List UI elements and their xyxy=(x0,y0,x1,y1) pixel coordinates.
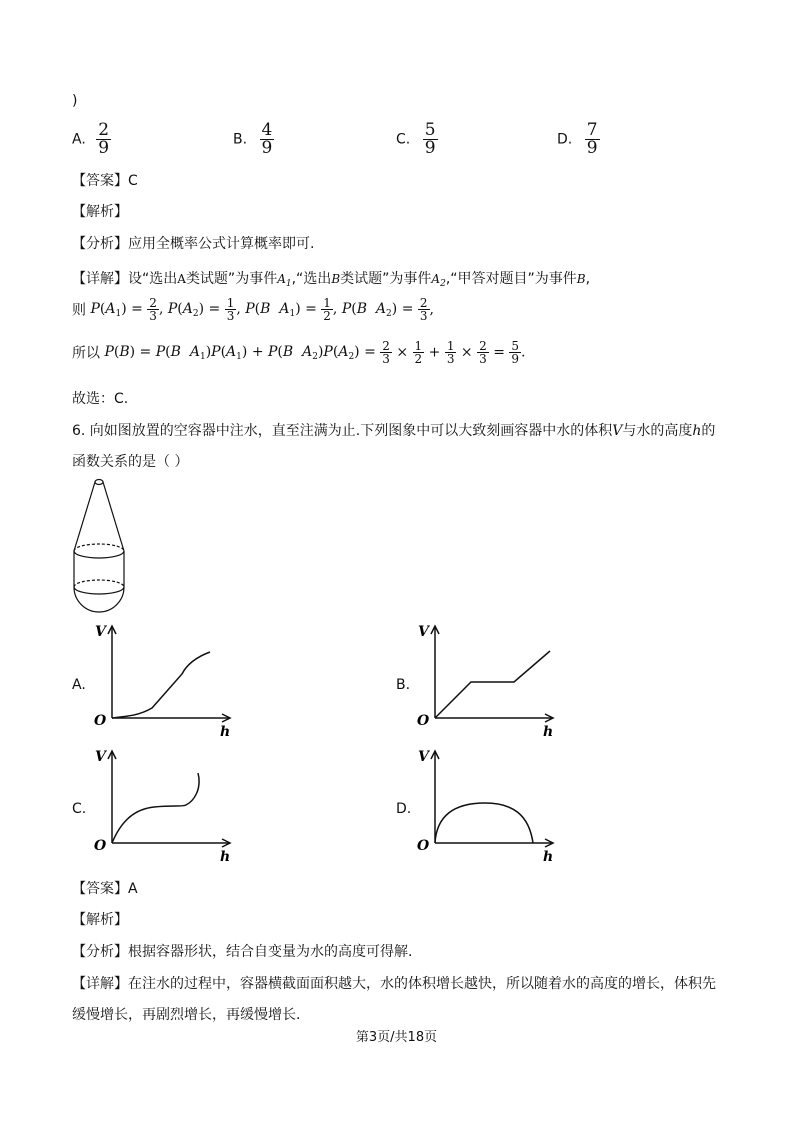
answer-value: C xyxy=(128,173,138,189)
answer-line xyxy=(72,170,138,190)
graph-d-letter: D. xyxy=(396,801,412,817)
graph-c[interactable] xyxy=(90,745,245,865)
answer-label: 【答案】 xyxy=(72,881,128,897)
h-axis-label: h xyxy=(543,724,554,740)
fenxi-line xyxy=(72,233,314,253)
fenxi-text: 根据容器形状，结合自变量为水的高度可得解. xyxy=(128,944,413,960)
h-axis-label: h xyxy=(543,849,554,865)
page-footer: 第3页/共18页 xyxy=(355,1030,438,1045)
option-a[interactable] xyxy=(72,122,111,157)
analysis-label: 【解析】 xyxy=(72,204,128,220)
origin-label: O xyxy=(417,838,430,854)
option-d[interactable] xyxy=(557,122,600,157)
fenxi-text: 应用全概率公式计算概率即可. xyxy=(128,236,315,252)
origin-label: O xyxy=(94,713,107,729)
probability-given-line: 则 $P(A_1)$ = $\frac{2}{3}$ , $P(A_2)$ = $\frac{1}{3}$ , P(B $A_1$) = $\frac{1}{2}$ , P(B $A_2$) = $\frac{2}{3}$ , xyxy=(72,296,434,323)
origin-label: O xyxy=(417,713,430,729)
graph-a-letter: A. xyxy=(72,677,86,693)
graph-d[interactable] xyxy=(413,745,568,865)
detail-label: 【详解】 xyxy=(72,976,128,992)
container-figure xyxy=(70,474,160,624)
answer-label: 【答案】 xyxy=(72,173,128,189)
then-label: 则 xyxy=(72,302,86,319)
option-letter: C. xyxy=(396,131,411,148)
option-fraction: $\frac{7}{9}$ xyxy=(586,120,598,158)
conclusion: 故选：C. xyxy=(72,391,129,407)
q6-detail-line2: 缓慢增长，再剧烈增长，再缓慢增长. xyxy=(72,1007,301,1023)
q6-fenxi-line xyxy=(72,941,412,961)
v-axis-label: V xyxy=(95,749,106,765)
total-probability-line: 所以 P(B) = P(B $A_1)P(A_1) + P(B$ $A_2)P(A_2)$ = $\frac{2}{3}$ × $\frac{1}{2}$ + $\frac{1}{3}$ × $\frac{2}{3}$ = $\frac{5}{9}$ . xyxy=(72,339,526,366)
h-axis-label: h xyxy=(220,724,231,740)
so-label: 所以 xyxy=(72,345,100,362)
option-letter: A. xyxy=(72,131,86,148)
question-6-stem: 6. 向如图放置的空容器中注水，直至注满为止.下列图象中可以大致刻画容器中水的体积V与水的高度h的 xyxy=(72,423,716,439)
option-b[interactable] xyxy=(233,122,274,157)
option-letter: D. xyxy=(557,131,573,148)
graph-a[interactable] xyxy=(90,620,245,740)
graph-b-letter: B. xyxy=(396,677,411,693)
v-axis-label: V xyxy=(418,749,429,765)
option-c[interactable] xyxy=(396,122,438,157)
q6-analysis-label: 【解析】 xyxy=(72,912,128,928)
option-fraction: $\frac{2}{9}$ xyxy=(98,120,110,158)
detail-line: 【详解】设“选出A类试题”为事件$A_1,“$选出B类试题”为事件$A_2,“$甲答对题目”为事件B, xyxy=(72,271,591,289)
graph-b[interactable] xyxy=(413,620,568,740)
question-close-paren: ) xyxy=(72,93,78,109)
option-fraction: $\frac{5}{9}$ xyxy=(424,120,436,158)
option-fraction: $\frac{4}{9}$ xyxy=(261,120,273,158)
option-letter: B. xyxy=(233,131,248,148)
origin-label: O xyxy=(94,838,107,854)
detail-label: 【详解】 xyxy=(72,271,128,287)
fenxi-label: 【分析】 xyxy=(72,236,128,252)
v-axis-label: V xyxy=(418,624,429,640)
graph-c-letter: C. xyxy=(72,801,87,817)
h-axis-label: h xyxy=(220,849,231,865)
fenxi-label: 【分析】 xyxy=(72,944,128,960)
q6-answer-line xyxy=(72,878,138,898)
v-axis-label: V xyxy=(95,624,106,640)
q6-detail-line: 【详解】在注水的过程中，容器横截面面积越大，水的体积增长越快，所以随着水的高度的增长，体积先 xyxy=(72,976,716,992)
question-6-stem-line2: 函数关系的是（ ） xyxy=(72,454,189,470)
answer-value: A xyxy=(128,881,138,897)
